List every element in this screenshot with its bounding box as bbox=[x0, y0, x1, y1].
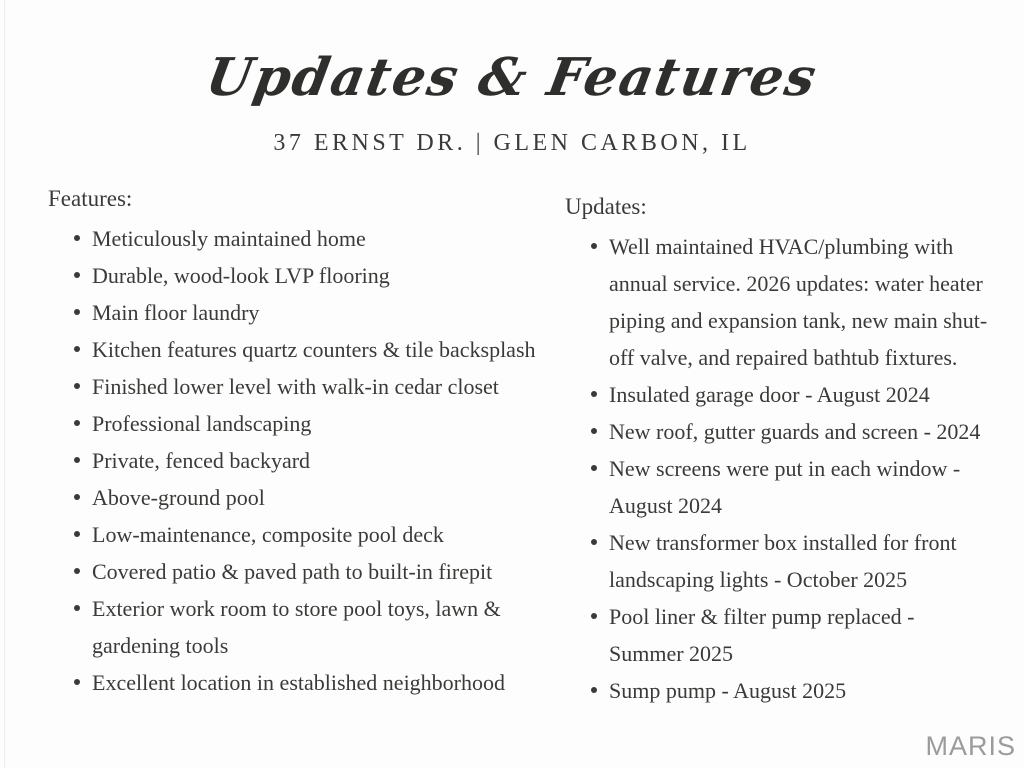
bullet-icon bbox=[74, 383, 80, 389]
features-section bbox=[48, 183, 565, 709]
feature-item-text: Kitchen features quartz counters & tile backsplash bbox=[92, 337, 536, 362]
feature-list-item bbox=[48, 664, 565, 701]
update-list-item bbox=[565, 228, 1024, 376]
update-list-item bbox=[565, 376, 1024, 413]
bullet-icon bbox=[591, 243, 597, 249]
bullet-icon bbox=[74, 309, 80, 315]
feature-item-text: Exterior work room to store pool toys, lawn & gardening tools bbox=[92, 596, 501, 658]
feature-list-item bbox=[48, 516, 565, 553]
bullet-icon bbox=[74, 605, 80, 611]
updates-section bbox=[565, 183, 1024, 709]
content-columns bbox=[0, 183, 1024, 709]
update-list-item bbox=[565, 450, 1024, 524]
update-list-item bbox=[565, 598, 1024, 672]
bullet-icon bbox=[74, 457, 80, 463]
bullet-icon bbox=[74, 531, 80, 537]
feature-item-text: Excellent location in established neighborhood bbox=[92, 670, 506, 695]
feature-list-item bbox=[48, 294, 565, 331]
update-item-text: Sump pump - August 2025 bbox=[609, 678, 847, 703]
feature-list-item bbox=[48, 368, 565, 405]
features-list bbox=[48, 220, 565, 701]
feature-item-text: Main floor laundry bbox=[92, 300, 260, 325]
feature-list-item bbox=[48, 590, 565, 664]
bullet-icon bbox=[591, 539, 597, 545]
update-item-text: Well maintained HVAC/plumbing with annual service. 2026 updates: water heater piping and expansion tank, new main shut-off valve, and repaired bathtub fixtures. bbox=[609, 234, 988, 370]
bullet-icon bbox=[591, 428, 597, 434]
feature-list-item bbox=[48, 442, 565, 479]
bullet-icon bbox=[74, 272, 80, 278]
feature-item-text: Low-maintenance, composite pool deck bbox=[92, 522, 444, 547]
feature-list-item bbox=[48, 405, 565, 442]
flyer-header bbox=[0, 0, 1024, 157]
bullet-icon bbox=[591, 613, 597, 619]
bullet-icon bbox=[74, 420, 80, 426]
update-list-item bbox=[565, 413, 1024, 450]
feature-list-item bbox=[48, 479, 565, 516]
bullet-icon bbox=[74, 679, 80, 685]
feature-item-text: Above-ground pool bbox=[92, 485, 265, 510]
property-address: 37 ERNST DR. | GLEN CARBON, IL bbox=[273, 130, 751, 156]
update-item-text: New screens were put in each window - August 2024 bbox=[609, 456, 961, 518]
feature-list-item bbox=[48, 331, 565, 368]
update-list-item bbox=[565, 524, 1024, 598]
update-item-text: Insulated garage door - August 2024 bbox=[609, 382, 930, 407]
bullet-icon bbox=[74, 346, 80, 352]
update-item-text: Pool liner & filter pump replaced - Summer 2025 bbox=[609, 604, 915, 666]
bullet-icon bbox=[74, 235, 80, 241]
update-list-item bbox=[565, 672, 1024, 709]
bullet-icon bbox=[74, 568, 80, 574]
update-item-text: New roof, gutter guards and screen - 2024 bbox=[609, 419, 981, 444]
maris-watermark: MARIS bbox=[925, 731, 1016, 761]
left-edge-line bbox=[4, 0, 5, 768]
feature-item-text: Durable, wood-look LVP flooring bbox=[92, 263, 390, 288]
feature-item-text: Professional landscaping bbox=[92, 411, 312, 436]
bullet-icon bbox=[74, 494, 80, 500]
feature-item-text: Covered patio & paved path to built-in firepit bbox=[92, 559, 493, 584]
feature-item-text: Private, fenced backyard bbox=[92, 448, 311, 473]
bullet-icon bbox=[591, 391, 597, 397]
update-item-text: New transformer box installed for front landscaping lights - October 2025 bbox=[609, 530, 957, 592]
feature-list-item bbox=[48, 257, 565, 294]
feature-list-item bbox=[48, 220, 565, 257]
feature-item-text: Finished lower level with walk-in cedar closet bbox=[92, 374, 499, 399]
features-heading: Features: bbox=[48, 186, 133, 211]
feature-item-text: Meticulously maintained home bbox=[92, 226, 366, 251]
updates-heading: Updates: bbox=[565, 194, 647, 219]
bullet-icon bbox=[591, 465, 597, 471]
feature-list-item bbox=[48, 553, 565, 590]
bullet-icon bbox=[591, 687, 597, 693]
page-title: Updates & Features bbox=[201, 47, 823, 108]
updates-list bbox=[565, 228, 1024, 709]
